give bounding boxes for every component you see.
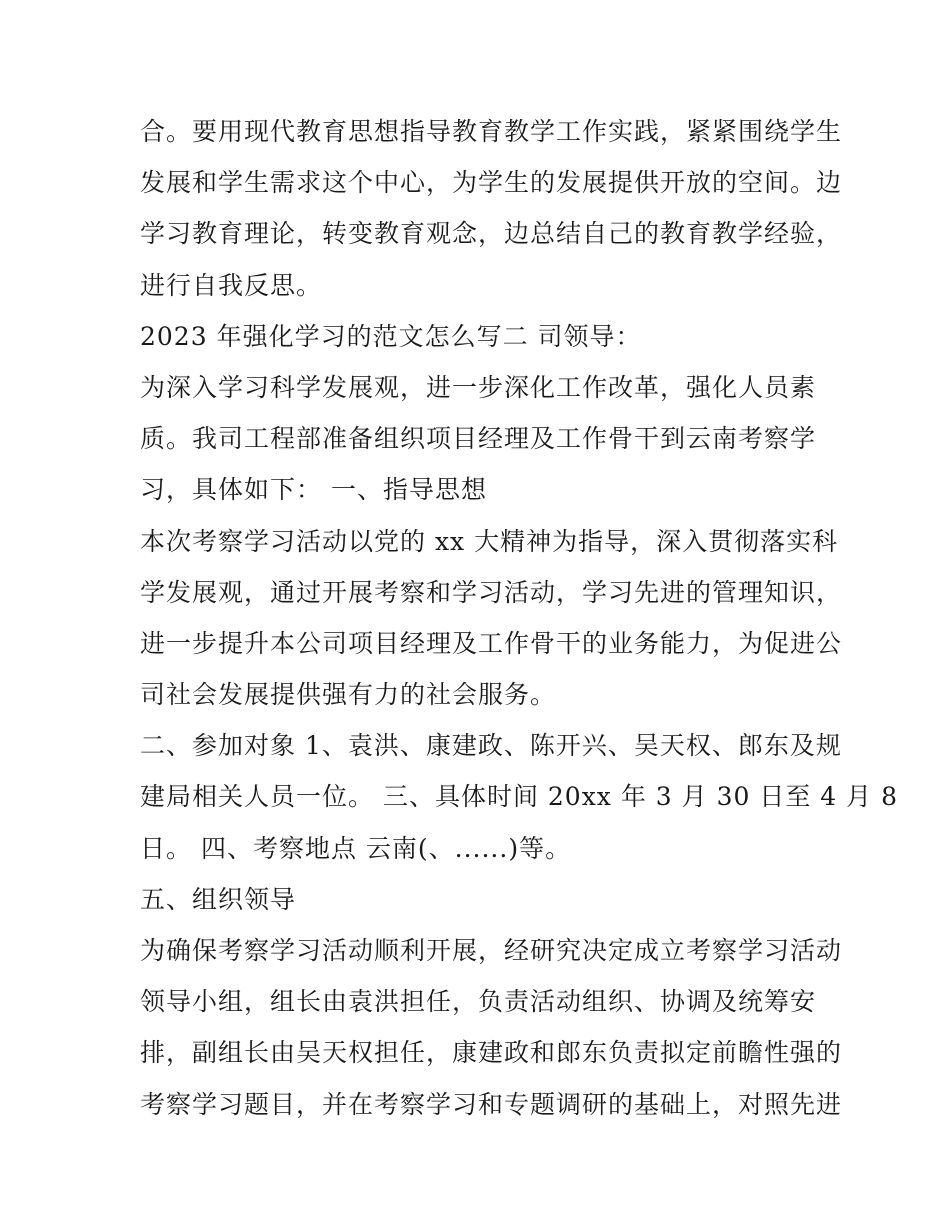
text-line: 进行自我反思。 xyxy=(140,270,323,300)
text-line: 领导小组，组长由袁洪担任，负责活动组织、协调及统筹安 xyxy=(140,987,817,1017)
text-line: 考察学习题目，并在考察学习和专题调研的基础上，对照先进 xyxy=(140,1089,843,1119)
text-line: 本次考察学习活动以党的 xx 大精神为指导，深入贯彻落实科 xyxy=(140,526,839,556)
text-line: 发展和学生需求这个中心，为学生的发展提供开放的空间。边 xyxy=(140,168,843,198)
section-heading: 五、组织领导 xyxy=(140,884,297,914)
text-line: 进一步提升本公司项目经理及工作骨干的业务能力，为促进公 xyxy=(140,628,843,658)
section-heading: 2023 年强化学习的范文怎么写二 司领导： xyxy=(140,321,642,351)
text-line: 为确保考察学习活动顺利开展，经研究决定成立考察学习活动 xyxy=(140,936,843,965)
text-line: 排，副组长由吴天权担任，康建政和郎东负责拟定前瞻性强的 xyxy=(140,1038,843,1068)
text-line: 司社会发展提供强有力的社会服务。 xyxy=(140,680,557,710)
text-line: 习，具体如下： 一、指导思想 xyxy=(140,475,487,505)
text-line: 学习教育理论，转变教育观念，边总结自己的教育教学经验， xyxy=(140,219,843,249)
text-line: 建局相关人员一位。 三、具体时间 20xx 年 3 月 30 日至 4 月 8 xyxy=(140,782,899,812)
text-line: 为深入学习科学发展观，进一步深化工作改革，强化人员素 xyxy=(140,372,817,402)
text-line: 日。 四、考察地点 云南(、......)等。 xyxy=(140,833,572,863)
text-line: 二、参加对象 1、袁洪、康建政、陈开兴、吴天权、郎东及规 xyxy=(140,731,842,761)
body-text xyxy=(140,106,899,1130)
text-line: 合。要用现代教育思想指导教育教学工作实践，紧紧围绕学生 xyxy=(140,117,843,146)
text-line: 学发展观，通过开展考察和学习活动，学习先进的管理知识， xyxy=(140,577,843,607)
text-line: 质。我司工程部准备组织项目经理及工作骨干到云南考察学 xyxy=(140,424,817,454)
